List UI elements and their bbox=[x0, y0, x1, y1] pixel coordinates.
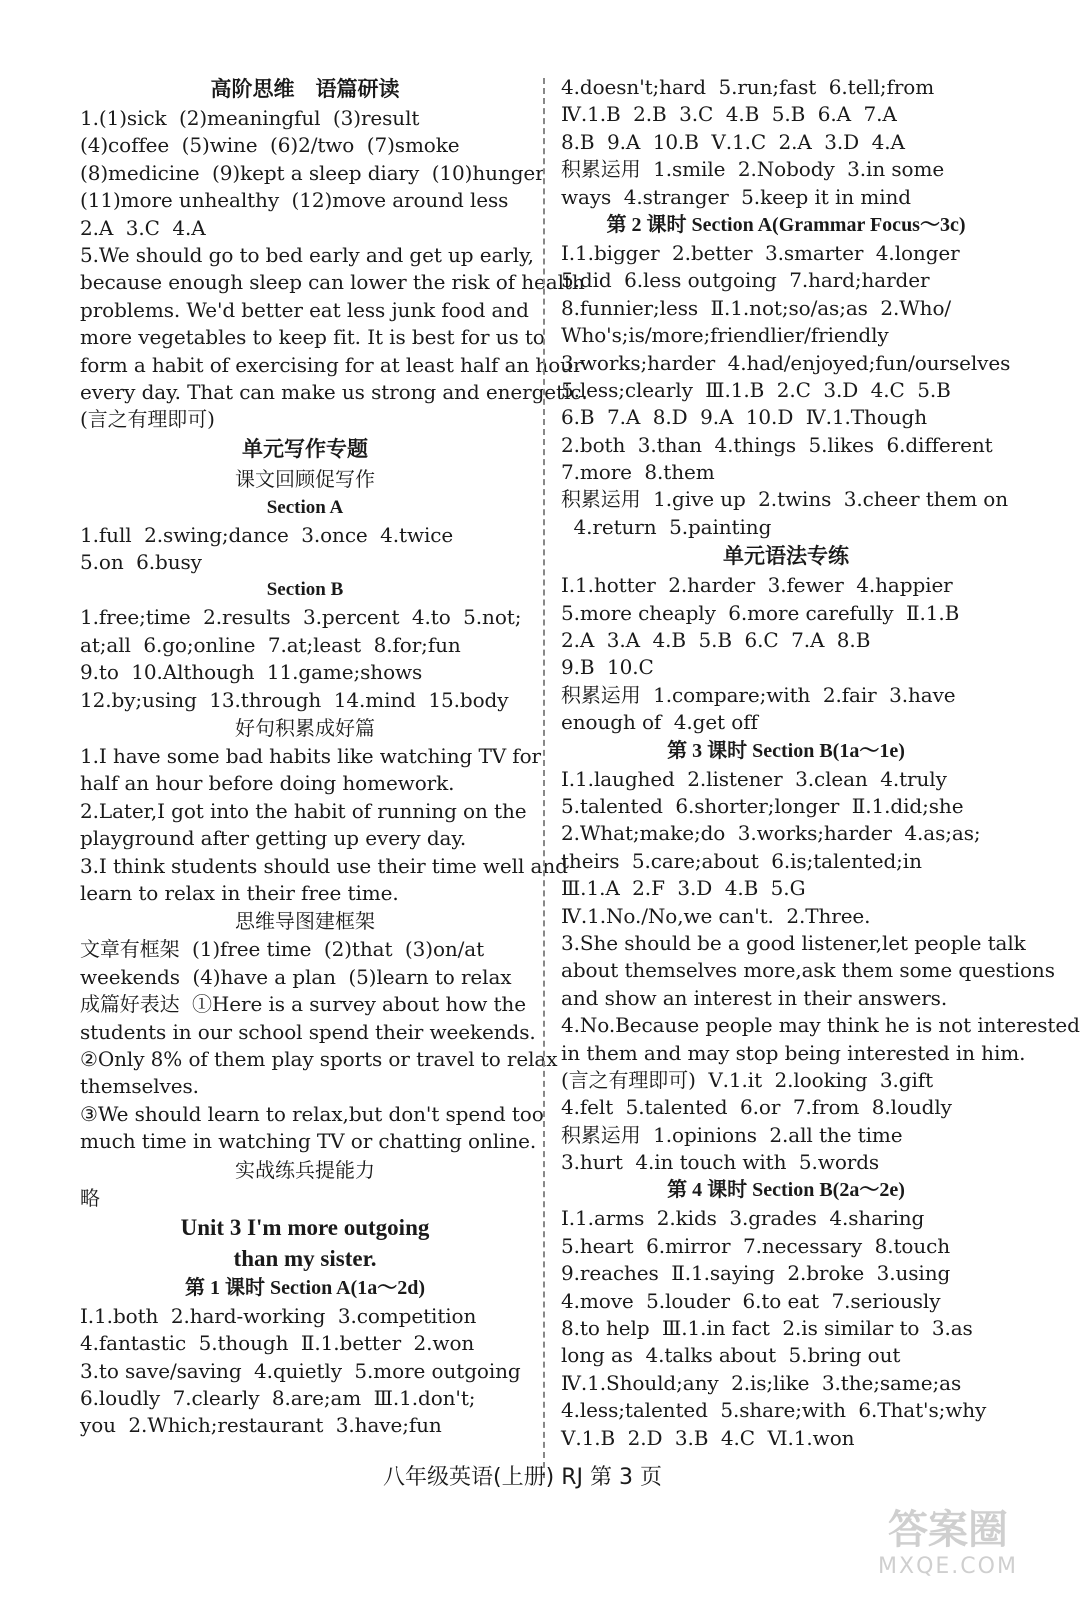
answer-line: 4.return 5.painting bbox=[561, 514, 772, 539]
answer-line: 1.(1)sick (2)meaningful (3)result bbox=[80, 106, 420, 130]
answer-line: more vegetables to keep fit. It is best for us to bbox=[80, 325, 545, 350]
answer-line: Ⅰ.1.both 2.hard-working 3.competition bbox=[80, 1303, 477, 1328]
watermark-url: MXQE.COM bbox=[878, 1554, 1018, 1579]
answer-line: 3.She should be a good listener,let people talk bbox=[561, 930, 1026, 955]
answer-line: Ⅰ.1.bigger 2.better 3.smarter 4.longer bbox=[561, 240, 960, 265]
answer-line: 2.both 3.than 4.things 5.likes 6.different bbox=[561, 432, 993, 457]
answer-line: 3.works;harder 4.had/enjoyed;fun/ourselves bbox=[561, 350, 1011, 375]
lesson-title: 第 1 课时 Section A(1a～2d) bbox=[185, 1276, 425, 1299]
answer-line: 9.B 10.C bbox=[561, 655, 654, 680]
answer-line: Ⅳ.1.Should;any 2.is;like 3.the;same;as bbox=[561, 1370, 962, 1395]
watermark-logo bbox=[873, 1506, 1023, 1586]
column-divider bbox=[543, 78, 545, 1478]
answer-line: 4.move 5.louder 6.to eat 7.seriously bbox=[561, 1288, 941, 1313]
answer-line: 2.What;make;do 3.works;harder 4.as;as; bbox=[561, 821, 981, 846]
section-title: Section B bbox=[266, 579, 344, 601]
subheading-title: 实战练兵提能力 bbox=[235, 1157, 375, 1182]
answer-line: 4.fantastic 5.though Ⅱ.1.better 2.won bbox=[80, 1331, 475, 1356]
answer-line: 1.full 2.swing;dance 3.once 4.twice bbox=[80, 522, 454, 547]
answer-line: 4.No.Because people may think he is not interested bbox=[561, 1013, 1080, 1038]
answer-line: 积累运用 1.compare;with 2.fair 3.have bbox=[561, 682, 956, 707]
answer-line: Ⅴ.1.B 2.D 3.B 4.C Ⅵ.1.won bbox=[561, 1425, 855, 1450]
answer-line: 9.to 10.Although 11.game;shows bbox=[80, 660, 423, 685]
answer-line: 3.to save/saving 4.quietly 5.more outgoing bbox=[80, 1358, 521, 1383]
answer-line: every day. That can make us strong and energetic. bbox=[80, 379, 588, 404]
answer-line: 6.loudly 7.clearly 8.are;am Ⅲ.1.don't; bbox=[80, 1386, 476, 1411]
answer-line: 3.hurt 4.in touch with 5.words bbox=[561, 1150, 880, 1175]
watermark-text: 答案圈 bbox=[888, 1507, 1008, 1553]
subheading-title: 好句积累成好篇 bbox=[235, 716, 375, 741]
answer-line: 2.Later,I got into the habit of running on the bbox=[80, 798, 527, 823]
answer-line: playground after getting up every day. bbox=[80, 826, 467, 851]
answer-line: 1.free;time 2.results 3.percent 4.to 5.not; bbox=[80, 605, 522, 630]
answer-line: 8.B 9.A 10.B Ⅴ.1.C 2.A 3.D 4.A bbox=[561, 129, 905, 154]
answer-line: 5.We should go to bed early and get up early, bbox=[80, 242, 534, 267]
subheading-title: 课文回顾促写作 bbox=[235, 466, 375, 491]
answer-line: Ⅲ.1.A 2.F 3.D 4.B 5.G bbox=[561, 876, 806, 901]
answer-line: Ⅳ.1.B 2.B 3.C 4.B 5.B 6.A 7.A bbox=[561, 102, 897, 127]
answer-line: 5.less;clearly Ⅲ.1.B 2.C 3.D 4.C 5.B bbox=[561, 377, 951, 402]
answer-line: 1.I have some bad habits like watching TV for bbox=[80, 744, 541, 769]
answer-line: 2.A 3.A 4.B 5.B 6.C 7.A 8.B bbox=[561, 628, 871, 653]
heading-title: 单元语法专练 bbox=[723, 544, 849, 569]
answer-line: problems. We'd better eat less junk food and bbox=[80, 297, 529, 322]
lesson-title: 第 2 课时 Section A(Grammar Focus～3c) bbox=[606, 213, 966, 236]
answer-line: 略 bbox=[80, 1185, 100, 1210]
answer-line: at;all 6.go;online 7.at;least 8.for;fun bbox=[80, 632, 461, 657]
answer-line: ways 4.stranger 5.keep it in mind bbox=[561, 184, 911, 209]
answer-line: you 2.Which;restaurant 3.have;fun bbox=[80, 1413, 442, 1438]
answer-line: (4)coffee (5)wine (6)2/two (7)smoke bbox=[80, 133, 460, 158]
answer-line: (8)medicine (9)kept a sleep diary (10)hunger bbox=[80, 160, 545, 185]
answer-line: Ⅰ.1.arms 2.kids 3.grades 4.sharing bbox=[561, 1206, 925, 1231]
answer-line: because enough sleep can lower the risk of health bbox=[80, 270, 585, 295]
answer-line: 4.less;talented 5.share;with 6.That's;why bbox=[561, 1398, 987, 1423]
lesson-title: 第 3 课时 Section B(1a～1e) bbox=[667, 739, 905, 762]
section-title: Section A bbox=[266, 496, 344, 518]
answer-line: and show an interest in their answers. bbox=[561, 985, 948, 1010]
heading-title: 单元写作专题 bbox=[242, 436, 368, 461]
answer-line: about themselves more,ask them some questions bbox=[561, 958, 1055, 983]
answer-line: Ⅰ.1.hotter 2.harder 3.fewer 4.happier bbox=[561, 573, 953, 598]
answer-line: 积累运用 1.smile 2.Nobody 3.in some bbox=[561, 157, 945, 182]
answer-line: Who's;is/more;friendlier/friendly bbox=[561, 323, 889, 348]
answer-line: half an hour before doing homework. bbox=[80, 771, 455, 796]
answer-line: 8.to help Ⅲ.1.in fact 2.is similar to 3.as bbox=[561, 1316, 973, 1341]
unit-title: Unit 3 I'm more outgoing bbox=[180, 1214, 430, 1240]
right-column bbox=[561, 74, 1080, 1452]
answer-line: 积累运用 1.give up 2.twins 3.cheer them on bbox=[561, 487, 1009, 512]
answer-line: theirs 5.care;about 6.is;talented;in bbox=[561, 848, 922, 873]
answer-line: Ⅳ.1.No./No,we can't. 2.Three. bbox=[561, 903, 871, 928]
answer-line: 2.A 3.C 4.A bbox=[80, 215, 206, 240]
answer-line: 5.heart 6.mirror 7.necessary 8.touch bbox=[561, 1233, 951, 1258]
answer-line: much time in watching TV or chatting online. bbox=[80, 1129, 537, 1154]
unit-title: than my sister. bbox=[233, 1245, 377, 1271]
answer-line: 4.felt 5.talented 6.or 7.from 8.loudly bbox=[561, 1095, 952, 1120]
answer-line: form a habit of exercising for at least half an hour bbox=[80, 352, 583, 377]
answer-line: 积累运用 1.opinions 2.all the time bbox=[561, 1122, 903, 1147]
answer-line: 8.funnier;less Ⅱ.1.not;so/as;as 2.Who/ bbox=[561, 295, 952, 320]
answer-line: 5.on 6.busy bbox=[80, 550, 202, 575]
answer-line: ②Only 8% of them play sports or travel to relax bbox=[80, 1046, 558, 1071]
heading-title: 高阶思维 语篇研读 bbox=[210, 77, 400, 101]
lesson-title: 第 4 课时 Section B(2a～2e) bbox=[667, 1179, 905, 1202]
answer-line: 9.reaches Ⅱ.1.saying 2.broke 3.using bbox=[561, 1261, 951, 1286]
answer-line: ③We should learn to relax,but don't spend too bbox=[80, 1101, 544, 1126]
answer-line: 5.more cheaply 6.more carefully Ⅱ.1.B bbox=[561, 600, 960, 625]
answer-line: 7.more 8.them bbox=[561, 460, 715, 485]
answer-line: Ⅰ.1.laughed 2.listener 3.clean 4.truly bbox=[561, 766, 947, 791]
answer-line: 文章有框架 (1)free time (2)that (3)on/at bbox=[80, 937, 485, 962]
answer-line: in them and may stop being interested in him. bbox=[561, 1040, 1026, 1065]
answer-line: 成篇好表达 ①Here is a survey about how the bbox=[80, 992, 526, 1017]
answer-line: 4.doesn't;hard 5.run;fast 6.tell;from bbox=[561, 75, 935, 99]
answer-line: 6.B 7.A 8.D 9.A 10.D Ⅳ.1.Though bbox=[561, 405, 928, 430]
answer-line: 12.by;using 13.through 14.mind 15.body bbox=[80, 687, 509, 712]
answer-line: weekends (4)have a plan (5)learn to relax bbox=[80, 964, 512, 989]
subheading-title: 思维导图建框架 bbox=[235, 909, 375, 934]
answer-line: long as 4.talks about 5.bring out bbox=[561, 1343, 901, 1368]
answer-line: 5.talented 6.shorter;longer Ⅱ.1.did;she bbox=[561, 793, 964, 818]
answer-line: (言之有理即可) Ⅴ.1.it 2.looking 3.gift bbox=[561, 1067, 934, 1092]
answer-line: 5.did 6.less outgoing 7.hard;harder bbox=[561, 268, 930, 293]
answer-line: 3.I think students should use their time well and bbox=[80, 853, 568, 878]
answer-line: (11)more unhealthy (12)move around less bbox=[80, 188, 509, 213]
answer-line: enough of 4.get off bbox=[561, 710, 758, 735]
answer-line: students in our school spend their weekends. bbox=[80, 1019, 536, 1044]
left-column bbox=[80, 74, 588, 1440]
answer-line: themselves. bbox=[80, 1074, 199, 1099]
page-footer: 八年级英语(上册) RJ 第 3 页 bbox=[383, 1465, 662, 1490]
answer-line: (言之有理即可) bbox=[80, 407, 215, 432]
answer-line: learn to relax in their free time. bbox=[80, 880, 399, 905]
